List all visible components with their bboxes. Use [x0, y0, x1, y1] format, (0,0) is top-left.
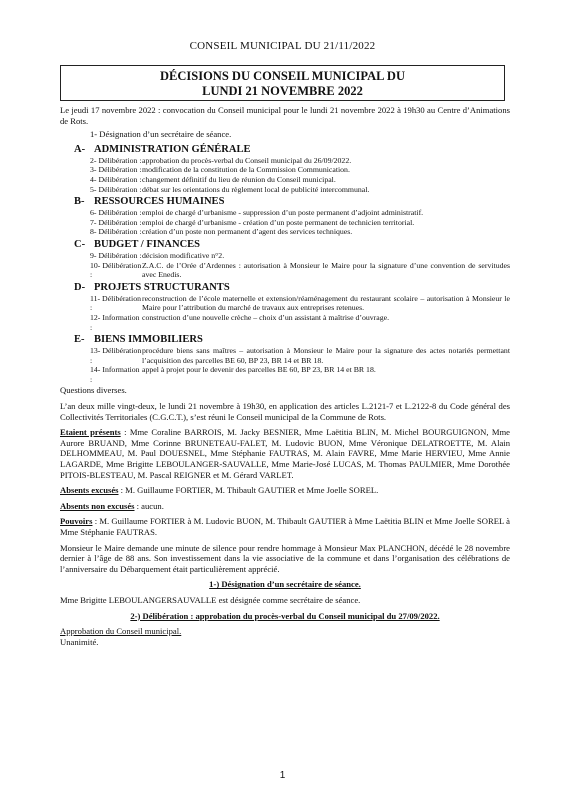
agenda-row-number: 7- Délibération : — [90, 217, 142, 227]
section-letter: A- — [74, 143, 86, 155]
agenda-row-text: création d’un poste non permanent d’agent des services techniques. — [142, 227, 353, 237]
section-title: ADMINISTRATION GÉNÉRALE — [94, 143, 251, 155]
section-heading — [60, 239, 510, 251]
excused-paragraph — [60, 485, 510, 496]
section-heading — [60, 282, 510, 294]
agenda-row — [90, 294, 510, 313]
agenda-row — [90, 251, 510, 261]
section-heading — [60, 334, 510, 346]
section-title: BUDGET / FINANCES — [94, 238, 200, 250]
agenda-row-number: 13- Délibération : — [90, 346, 142, 365]
title-box — [60, 65, 505, 101]
agenda-row-text: procédure biens sans maîtres – autorisation à Monsieur le Maire pour la signature des actes notariés permettant l’acquisition des parcelles BE 60, BP 23, BR 14 et BR 18. — [142, 346, 510, 365]
agenda-row-number: 8- Délibération : — [90, 227, 142, 237]
present-label: Etaient présents — [60, 427, 121, 438]
section-letter: D- — [74, 281, 86, 293]
approval-result: Unanimité. — [60, 636, 99, 647]
agenda-row — [90, 208, 510, 218]
intro-paragraph: Le jeudi 17 novembre 2022 : convocation du Conseil municipal pour le lundi 21 novembre 2022 à 19h30 au Centre d’Animations de Rots. — [60, 105, 510, 126]
agenda-row-text: décision modificative n°2. — [142, 250, 225, 260]
agenda-row-text: emploi de chargé d’urbanisme - suppression d’un poste permanent d’adjoint administratif. — [142, 208, 424, 218]
agenda-row — [90, 365, 510, 384]
heading-approval: 2-) Délibération : approbation du procès-verbal du Conseil municipal du 27/09/2022. — [130, 610, 440, 621]
secretary-paragraph: Mme Brigitte LEBOULANGERSAUVALLE est désignée comme secrétaire de séance. — [60, 594, 361, 605]
agenda-row-text: emploi de chargé d’urbanisme - création d’un poste permanent de technicien territorial. — [142, 217, 415, 227]
agenda-row-number: 2- Délibération : — [90, 155, 142, 165]
approval-label: Approbation du Conseil municipal. — [60, 626, 182, 637]
agenda-row-text: Z.A.C. de l’Orée d’Ardennes : autorisation à Monsieur le Maire pour la signature d’une convention de servitudes avec Enedis. — [142, 260, 510, 280]
agenda-row — [90, 218, 510, 228]
agenda-row-number: 6- Délibération : — [90, 208, 142, 218]
heading-secretary: 1-) Désignation d’un secrétaire de séance. — [209, 579, 361, 590]
agenda-row-number: 9- Délibération : — [90, 250, 142, 260]
unexcused-label: Absents non excusés — [60, 500, 135, 511]
section-title: PROJETS STRUCTURANTS — [94, 281, 230, 293]
section-heading — [60, 196, 510, 208]
page-number: 1 — [279, 770, 286, 781]
page-header: CONSEIL MUNICIPAL DU 21/11/2022 — [189, 40, 376, 52]
agenda-row-text: reconstruction de l’école maternelle et extension/réaménagement du restaurant scolaire – autorisation à Monsieur le Maire pour l’attribution du marché de travaux aux entreprises retenues. — [142, 293, 510, 313]
minute-paragraph: Monsieur le Maire demande une minute de silence pour rendre hommage à Monsieur Max PLANCHON, décédé le 28 novembre dernier à l’âge de 88 ans. Son investissement dans la vie associative de la commune et dans l’organisation des célébrations de l’anniversaire du Débarquement était particulièrement apprécié. — [60, 542, 510, 574]
document-body — [60, 105, 510, 647]
opening-paragraph: L’an deux mille vingt-deux, le lundi 21 novembre à 19h30, en application des articles L.2121-7 et L.2122-8 du Code général des Collectivités Territoriales (C.G.C.T.), s’est réuni le Conseil municipal de la Commune de Rots. — [60, 401, 510, 422]
agenda-row-number: 5- Délibération : — [90, 184, 142, 194]
agenda-row-text: appel à projet pour le devenir des parcelles BE 60, BP 23, BR 14 et BR 18. — [142, 365, 376, 375]
questions-diverses: Questions diverses. — [60, 385, 127, 396]
excused-label: Absents excusés — [60, 485, 119, 496]
section-heading — [60, 144, 510, 156]
agenda-row — [90, 185, 510, 195]
agenda-sections — [60, 144, 510, 385]
agenda-row — [90, 227, 510, 237]
agenda-row-text: approbation du procès-verbal du Conseil municipal du 26/09/2022. — [142, 155, 352, 165]
agenda-row-text: débat sur les orientations du règlement local de publicité intercommunal. — [142, 184, 370, 194]
powers-label: Pouvoirs — [60, 516, 93, 527]
section-letter: B- — [74, 196, 85, 208]
agenda-row-text: modification de la constitution de la Commission Communication. — [142, 165, 350, 175]
section-title: RESSOURCES HUMAINES — [94, 196, 225, 208]
agenda-row-number: 4- Délibération : — [90, 174, 142, 184]
powers-list: : M. Guillaume FORTIER à M. Ludovic BUON, M. Thibault GAUTIER à Mme Laëtitia BLIN et Mme Joelle SOREL à Mme Stéphanie FAUTRAS. — [60, 516, 510, 537]
unexcused-list: : aucun. — [134, 500, 164, 511]
title-line-2: LUNDI 21 NOVEMBRE 2022 — [202, 84, 363, 98]
agenda-row — [90, 165, 510, 175]
section-letter: E- — [74, 334, 85, 346]
agenda-row — [90, 156, 510, 166]
agenda-row-number: 10- Délibération : — [90, 260, 142, 280]
agenda-item-1: 1- Désignation d’un secrétaire de séance. — [90, 129, 232, 140]
present-list: : Mme Coraline BARROIS, M. Jacky BESNIER, Mme Laëtitia BLIN, M. Michel BOURGUIGNON, Mme Aurore BRUAND, Mme Corinne BRUNETEAU-FALET, M. Ludovic BUON, Mme Véronique DELATROETTE, M. Alain DELHOMMEAU, M. Paul DOUESNEL, Mme Stéphanie FAUTRAS, M. Alain FAVRE, Mme Marie HERVIEU, Mme Annie LAGARDE, Mme Brigitte LEBOULANGER-SAUVALLE, Mme Marie-José LUCAS, M. Thomas PAULMIER, Mme Dorothée PITOIS-BLESTEAU, M. Pascal REIGNER et M. Gérard VARLET. — [60, 427, 510, 480]
section-title: BIENS IMMOBILIERS — [94, 334, 203, 346]
unexcused-paragraph — [60, 501, 510, 512]
section-letter: C- — [74, 238, 86, 250]
agenda-row — [90, 261, 510, 280]
agenda-row-number: 12- Information : — [90, 312, 140, 332]
title-line-1: DÉCISIONS DU CONSEIL MUNICIPAL DU — [160, 69, 405, 83]
agenda-row — [90, 346, 510, 365]
agenda-row-number: 14- Information : — [90, 365, 140, 384]
agenda-row-text: changement définitif du lieu de réunion du Conseil municipal. — [142, 174, 336, 184]
agenda-row-number: 11- Délibération : — [90, 293, 142, 313]
present-paragraph — [60, 427, 510, 480]
agenda-row — [90, 175, 510, 185]
powers-paragraph — [60, 516, 510, 537]
agenda-row — [90, 313, 510, 332]
excused-list: : M. Guillaume FORTIER, M. Thibault GAUTIER et Mme Joelle SOREL. — [118, 485, 379, 496]
agenda-row-text: construction d’une nouvelle crèche – choix d’un assistant à maîtrise d’ouvrage. — [142, 312, 390, 322]
agenda-row-number: 3- Délibération : — [90, 165, 142, 175]
